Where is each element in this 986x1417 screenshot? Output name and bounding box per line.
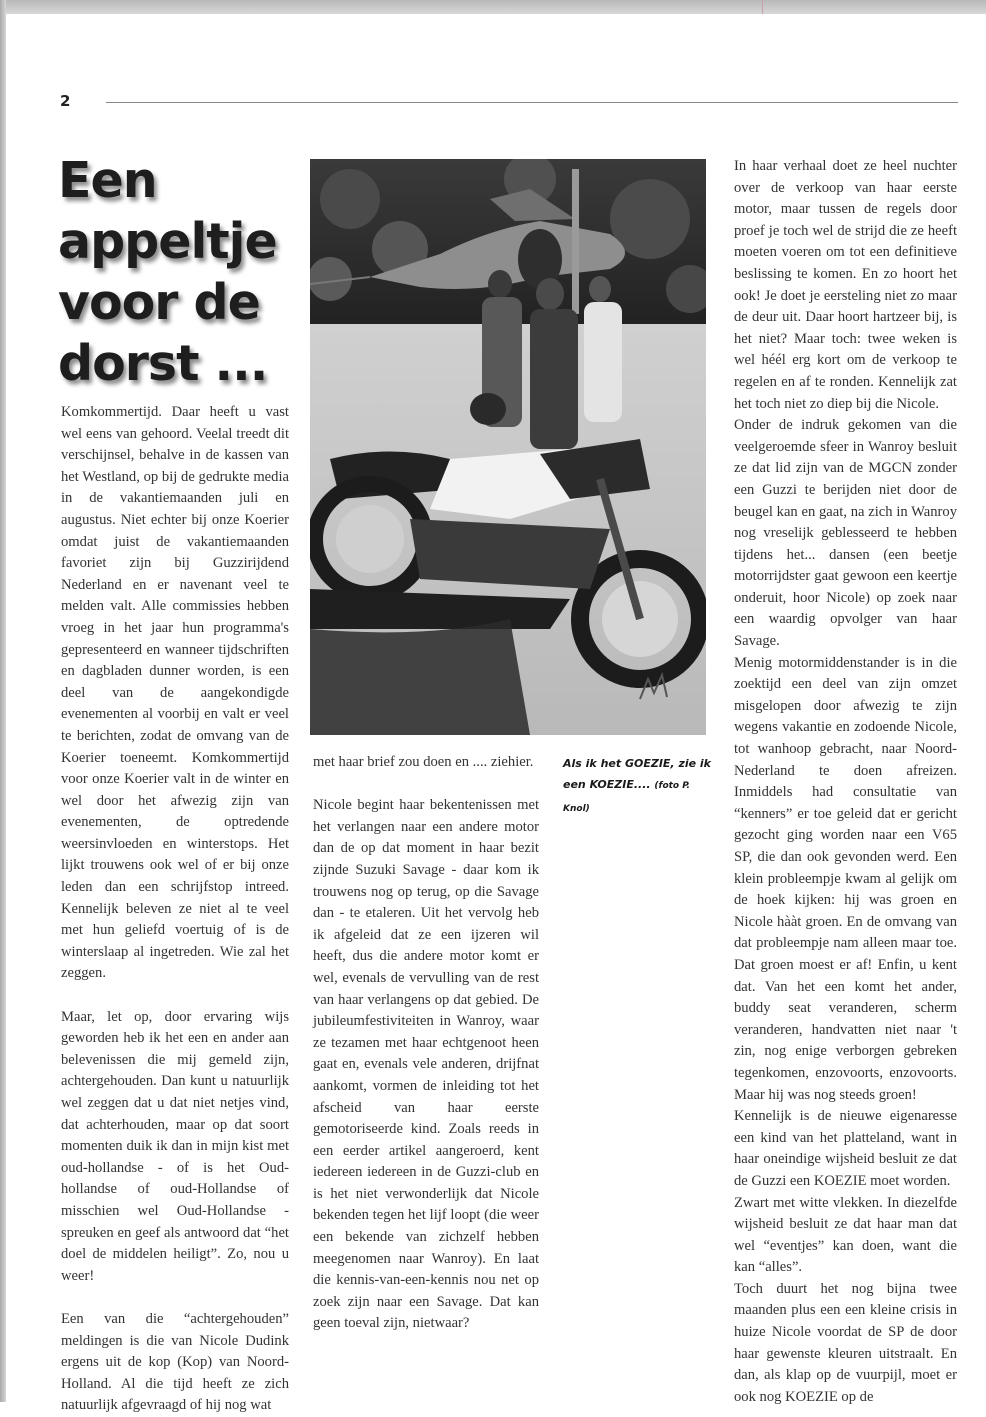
paragraph: Maar, let op, door ervaring wijs geworden heb ik het een en ander aan belevenissen die mij gemeld zijn, achtergehouden. Dan kunt u natuurlijk wel zeggen dat u dat niet netjes vind, dat achterhouden, maar op dat soort momenten duik ik dan in mijn kist met oud-hollandse - of is het Oud-hollandse of oud-Hollandse of misschien wel Oud-Hollandse - spreuken en geef als antwoord dat “het doel de middelen heiligt”. Zo, nou u weer! (61, 1008, 289, 1284)
title-line-2: appeltje (58, 213, 277, 270)
title-line-3: voor de (58, 274, 260, 331)
article-photo (310, 159, 706, 735)
paragraph: met haar brief zou doen en .... ziehier. (313, 754, 534, 770)
page-number: 2 (60, 92, 71, 110)
paragraph: Nicole begint haar bekentenissen met het verlangen naar een andere motor dan de op dat moment in haar bezit zijnde Suzuki Savage - daar kom ik trouwens nog op terug, op die Savage dan - te etaleren. Uit het vervolg heb ik afgeleid dat ze een ijzeren wil heeft, dus die andere motor komt er wel, evenals de vervulling van de rest van haar verlangens op dat gebied. De jubileumfestiviteiten in Wanroy, waar ze tezamen met haar echtgenoot heen gaat en, evenals vele anderen, drijfnat aankomt, vormen de inleiding tot het afscheid van haar eerste gemotoriseerde kind. Zoals reeds in een eerder artikel aangeroerd, kent iedereen iedereen in de Guzzi-club en is het niet verwonderlijk dat Nicole bekenden tegen het lijf loopt (die weer een bekende van zichzelf hebben meegenomen naar Wanroy). En laat die kennis-van-een-kennis nou net op zoek zijn naar een Savage. Dat kan geen toeval zijn, nietwaar? (313, 797, 539, 1332)
title-line-4: dorst ... (58, 335, 268, 392)
text-column-1 (61, 402, 289, 1417)
paragraph: Zwart met witte vlekken. In diezelfde wijsheid besluit ze dat haar man dat wel “eventjes” kan doen, want die kan “alles”. (734, 1194, 957, 1276)
paragraph: In haar verhaal doet ze heel nuchter over de verkoop van haar eerste motor, maar tussen de regels door proef je toch wel de strijd die ze heeft moeten voeren om tot een definitieve beslissing te komen. En zo hoort het ook! Je doet je eersteling niet zo maar de deur uit. Daar hoort hartzeer bij, is het niet? Maar toch: twee weken is wel héél erg kort om de verkoop te regelen en af te ronden. Kennelijk zat het toch niet zo diep bij die Nicole. (734, 158, 957, 412)
paragraph: Een van die “achtergehouden” meldingen is die van Nicole Dudink ergens uit de kop (Kop) van Noord-Holland. Al die tijd heeft ze zich natuurlijk afgevraagd of hij nog wat (61, 1310, 289, 1414)
text-column-3 (734, 156, 957, 1408)
scan-top-band (0, 0, 986, 14)
paragraph: Toch duurt het nog bijna twee maanden plus een een kleine crisis in huize Nicole voordat de SP de door haar gewenste kleuren uitstraalt. En dan, als klap op de vuurpijl, moet er ook nog KOEZIE op de (734, 1280, 957, 1405)
paragraph: Menig motormiddenstander is in die zoektijd een deel van zijn omzet misgelopen door afwezig te zijn wegens vakantie en zodoende Nicole, tot wanhoop gebracht, naar Noord-Nederland te doen afreizen. Inmiddels had consultatie van “kenners” er toe geleid dat er gericht gezocht ging worden naar een V65 SP, die dan ook gevonden werd. Een klein probleempje kwam al gelijk om de hoek kijken: hij was groen en Nicole hààt groen. En de omvang van dat probleempje nam alleen maar toe. Dat groen moest er af! Enfin, u kent dat. Van het een komt het ander, buddy seat veranderen, scherm veranderen, handvatten niet naar 't zin, nog enige verborgen gebreken tegenkomen, enzovoorts, enzovoorts. Maar hij was nog steeds groen! (734, 654, 957, 1103)
header-rule (106, 102, 958, 103)
photo-credit: (foto P. Knol) (563, 781, 690, 814)
photo-motorcycle-and-jet (310, 159, 706, 735)
article-title (58, 150, 298, 394)
title-line-1: Een (58, 152, 157, 209)
paragraph: Komkommertijd. Daar heeft u vast wel eens van gehoord. Veelal treedt dit verschijnsel, behalve in de kassen van het Westland, op bij de gedrukte media in de vakantiemaanden juli en augustus. Niet echter bij onze Koerier omdat juist de vakantiemaanden favoriet zijn bij Guzzirijdend Nederland en er navenant veel te melden valt. Alle commissies hebben vroeg in het jaar hun programma's gepresenteerd en wanneer tijdschriften en dagbladen dunner worden, is een deel van de aangekondigde evenementen al voorbij en valt er veel te berichten, zodat de omvang van de Koerier toeneemt. Komkommertijd voor onze Koerier valt in de winter en wel door het afwezig zijn van evenementen, de optredende weersinvloeden en winterstops. Het lijkt trouwens ook wel of er bij onze leden dan een schrijfstop intreed. Kennelijk beleven ze niet al te veel met hun geliefd voertuig of is de winterslaap al ingetreden. Wie zal het zeggen. (61, 404, 289, 982)
paragraph: Onder de indruk gekomen van die veelgeroemde sfeer in Wanroy besluit ze dat lid zijn van de MGCN zonder een Guzzi te berijden niet door de beugel kan en gaat, na zich in Wanroy nog vreselijk geblesseerd te hebben tijdens het... dansen (een beetje motorrijdster gaat gewoon een keertje onderuit, hoor Nicole) op zoek naar een waardig opvolger van haar Savage. (734, 417, 957, 650)
paragraph: Kennelijk is de nieuwe eigenaresse een kind van het platteland, want in haar oneindige wijsheid besluit ze dat de Guzzi een KOEZIE moet worden. (734, 1108, 957, 1189)
scan-crop-mark (762, 0, 763, 14)
scan-left-edge (0, 0, 6, 1402)
photo-caption (563, 753, 713, 820)
caption-text: Als ik het GOEZIE, zie ik een KOEZIE.... (563, 757, 711, 791)
text-column-2 (313, 752, 539, 1335)
